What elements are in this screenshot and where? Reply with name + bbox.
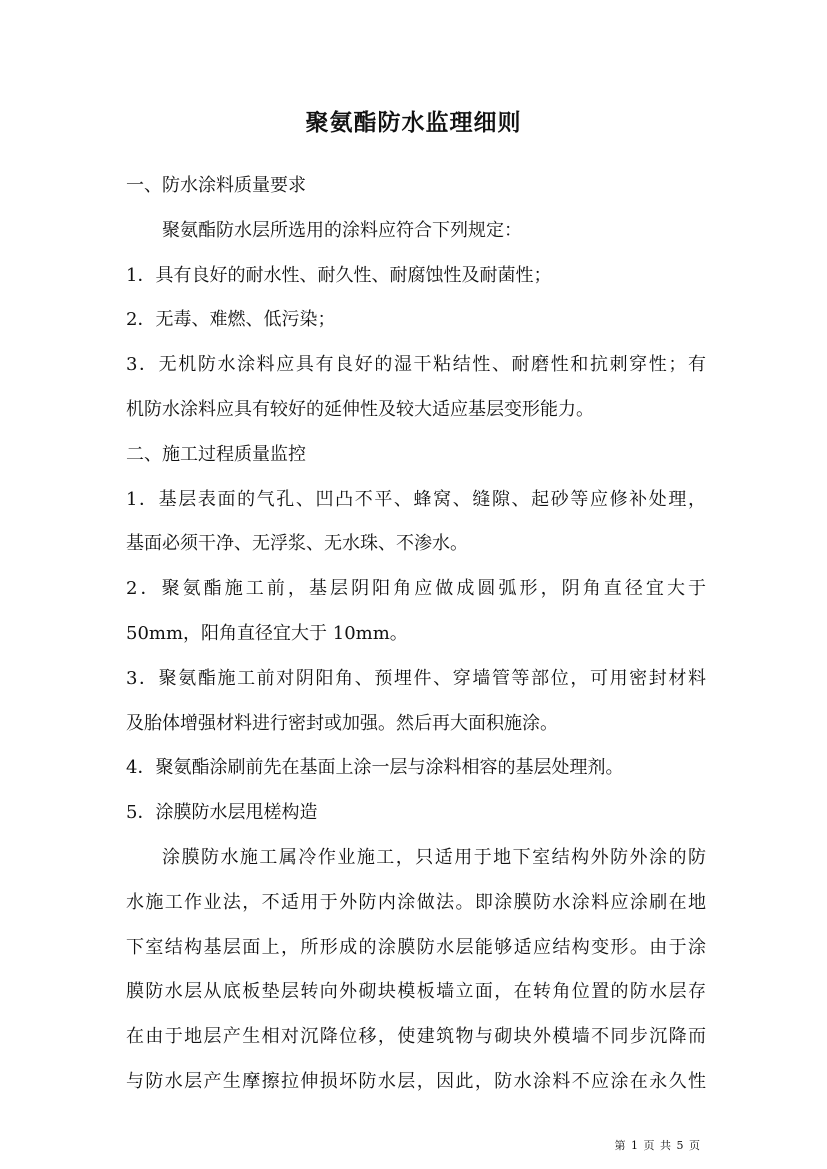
paragraph-line: 涂膜防水施工属冷作业施工，只适用于地下室结构外防外涂的防 — [162, 847, 706, 868]
paragraph-line: 在由于地层产生相对沉降位移，使建筑物与砌块外模墙不同步沉降而 — [126, 1026, 706, 1047]
section-heading: 一、防水涂料质量要求 — [126, 175, 306, 196]
list-item: 1．具有良好的耐水性、耐久性、耐腐蚀性及耐菌性； — [126, 265, 552, 286]
paragraph-line: 机防水涂料应具有较好的延伸性及较大适应基层变形能力。 — [126, 399, 594, 420]
document-title: 聚氨酯防水监理细则 — [305, 109, 522, 136]
paragraph-line: 及胎体增强材料进行密封或加强。然后再大面积施涂。 — [126, 713, 558, 734]
paragraph-line: 与防水层产生摩擦拉伸损坏防水层，因此，防水涂料不应涂在永久性 — [126, 1071, 706, 1092]
paragraph-line: 膜防水层从底板垫层转向外砌块模板墙立面，在转角位置的防水层存 — [126, 981, 706, 1002]
paragraph-line: 50mm，阳角直径宜大于 10mm。 — [126, 623, 408, 644]
paragraph-line: 基面必须干净、无浮浆、无水珠、不渗水。 — [126, 533, 468, 554]
list-item: 3．无机防水涂料应具有良好的湿干粘结性、耐磨性和抗刺穿性；有 — [126, 354, 706, 375]
list-item: 1．基层表面的气孔、凹凸不平、蜂窝、缝隙、起砂等应修补处理， — [126, 489, 706, 510]
paragraph-line: 下室结构基层面上，所形成的涂膜防水层能够适应结构变形。由于涂 — [126, 937, 706, 958]
list-item: 3．聚氨酯施工前对阴阳角、预埋件、穿墙管等部位，可用密封材料 — [126, 668, 706, 689]
paragraph-line: 水施工作业法，不适用于外防内涂做法。即涂膜防水涂料应涂刷在地 — [126, 892, 706, 913]
list-item: 2．聚氨酯施工前，基层阴阳角应做成圆弧形，阴角直径宜大于 — [126, 578, 706, 599]
list-item: 2．无毒、难燃、低污染； — [126, 309, 336, 330]
list-item: 4．聚氨酯涂刷前先在基面上涂一层与涂料相容的基层处理剂。 — [126, 757, 624, 778]
page-number: 第 1 页 共 5 页 — [614, 1139, 701, 1152]
section-heading: 二、施工过程质量监控 — [126, 444, 306, 465]
paragraph-line: 聚氨酯防水层所选用的涂料应符合下列规定： — [162, 220, 522, 241]
list-item: 5．涂膜防水层甩槎构造 — [126, 802, 318, 823]
